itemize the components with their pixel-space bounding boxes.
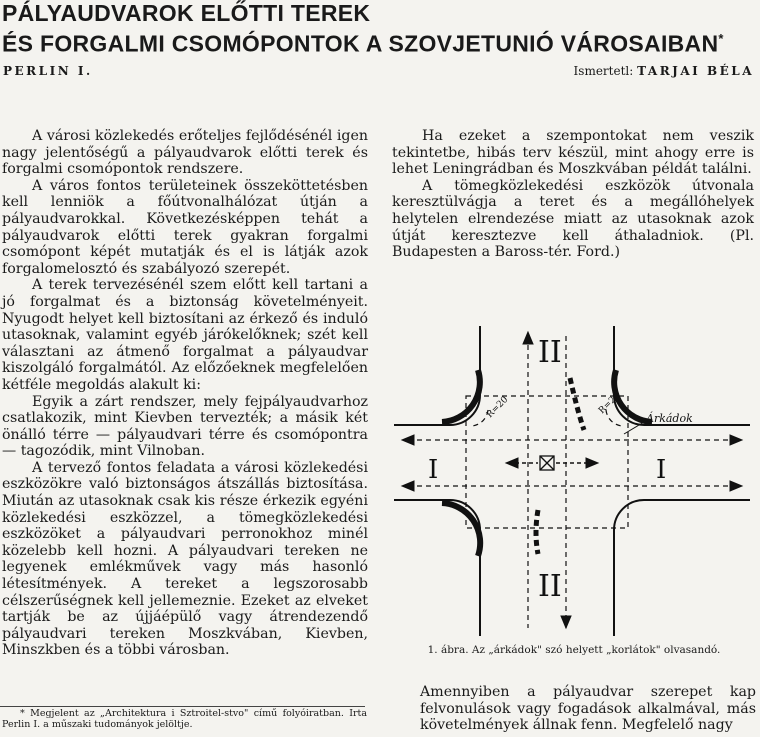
curb-top-right — [614, 326, 750, 425]
title-line-2: ÉS FORGALMI CSOMÓPONTOK A SZOVJETUNIÓ VÁROSAIBAN* — [2, 30, 724, 57]
bottom-right-text — [420, 684, 756, 734]
radius-label-left: R=20 — [485, 394, 511, 421]
figure-caption: 1. ábra. Az „árkádok" szó helyett „korlátok" olvasandó. — [427, 644, 721, 656]
paragraph: Egyik a zárt rendszer, mely fejpályaudvarhoz csatlakozik, mint Kievben tervezték; a másik két önálló térre — pályaudvari térre és csomópontra — tagozódik, mint Vilnoban. — [2, 393, 368, 460]
left-column — [2, 128, 368, 659]
footnote-rule — [0, 706, 365, 707]
arrow-icon — [402, 435, 414, 445]
paragraph: A terek tervezésénél szem előtt kell tartani a jó forgalmat és a biztonság követelményeit. Nyugodt helyet kell biztosítani az érkező és induló utasoknak, valamint egyéb járókelőknek; szét kell választani az átmenő forgalmat a pályaudvar kiszolgáló forgalmától. Az előzőeknek megfelelően kétféle megoldás alakult ki: — [2, 277, 368, 393]
arrow-icon — [730, 481, 742, 491]
author: PERLIN I. — [3, 64, 93, 78]
reviewer-name: TARJAI BÉLA — [637, 64, 754, 78]
paragraph: Ha ezeket a szempontokat nem veszik tekintetbe, hibás terv készül, mint ahogy erre is lehet Leningrádban és Moszkvában példát találni. — [392, 128, 754, 178]
title-line-1: PÁLYAUDVAROK ELŐTTI TEREK — [2, 0, 371, 26]
reviewer — [574, 64, 754, 78]
road-label-left: I — [428, 455, 439, 485]
title-footnote-mark: * — [718, 31, 724, 46]
paragraph: A tervező fontos feladata a városi közlekedési eszközökre való biztonságos átszállás biztosítása. Miután az utasoknak csak kis része érkezik egyéni közlekedési eszközzel, a tömegközlekedési eszközöket a pályaudvari perronokhoz minél közelebb kell hozni. A pályaudvari tereken ne legyenek emlékművek vagy más hasonló létesítmények. A tereket a legszorosabb célszerűségnek kell jellemeznie. Ezeket az elveket tartják be az újjáépülő vagy átrendezendő pályaudvari tereken Moszkvában, Kievben, Minszkben és a többi városban. — [2, 459, 368, 659]
crossing-mark — [570, 378, 584, 430]
arrow-icon — [730, 435, 742, 445]
arkadok-label: Árkádok — [646, 412, 693, 425]
radius-label-right: R=20 — [597, 390, 623, 417]
curb-bottom-left — [394, 500, 480, 636]
footnote: * Megjelent az „Architektura i Sztroitel-stvo" című folyóiratban. Irta Perlin I. a műszaki tudományok jelöltje. — [2, 708, 367, 730]
paragraph: Amennyiben a pályaudvar szerepet kap felvonulások vagy fogadások alkalmával, más követelmények állnak fenn. Megfelelő nagy — [420, 684, 756, 734]
road-label-right: I — [656, 455, 667, 485]
paragraph: A városi közlekedés erőteljes fejlődésénél igen nagy jelentőségű a pályaudvarok előtti terek és forgalmi csomópontok rendszere. — [2, 128, 368, 178]
article-title — [2, 0, 758, 57]
crossing-mark — [536, 510, 538, 554]
road-label-top: II — [538, 335, 562, 370]
reviewer-prefix: Ismertetl: — [573, 64, 634, 78]
arrow-icon — [523, 332, 533, 344]
intersection-figure — [388, 318, 756, 640]
intersection-diagram — [388, 318, 756, 640]
arrow-icon — [561, 616, 571, 628]
paragraph: A tömegközlekedési eszközök útvonala keresztülvágja a teret és a megállóhelyek helytelen elrendezése miatt az utasoknak azok útját keresztezve kell áthaladniok. (Pl. Budapesten a Baross-tér. Ford.) — [392, 177, 754, 261]
arrow-icon — [402, 481, 414, 491]
paragraph: A város fontos területeinek összeköttetésben kell lenniök a főútvonalhálózat útján a pályaudvarokkal. Következésképpen tehát a pályaudvarok előtti terek gyakran forgalmi csomópont képét mutatják és el is látják azok forgalomelosztó és szabályozó szerepét. — [2, 177, 368, 277]
road-label-bottom: II — [538, 569, 562, 604]
right-column — [392, 128, 754, 261]
curb-bottom-right — [614, 500, 750, 636]
